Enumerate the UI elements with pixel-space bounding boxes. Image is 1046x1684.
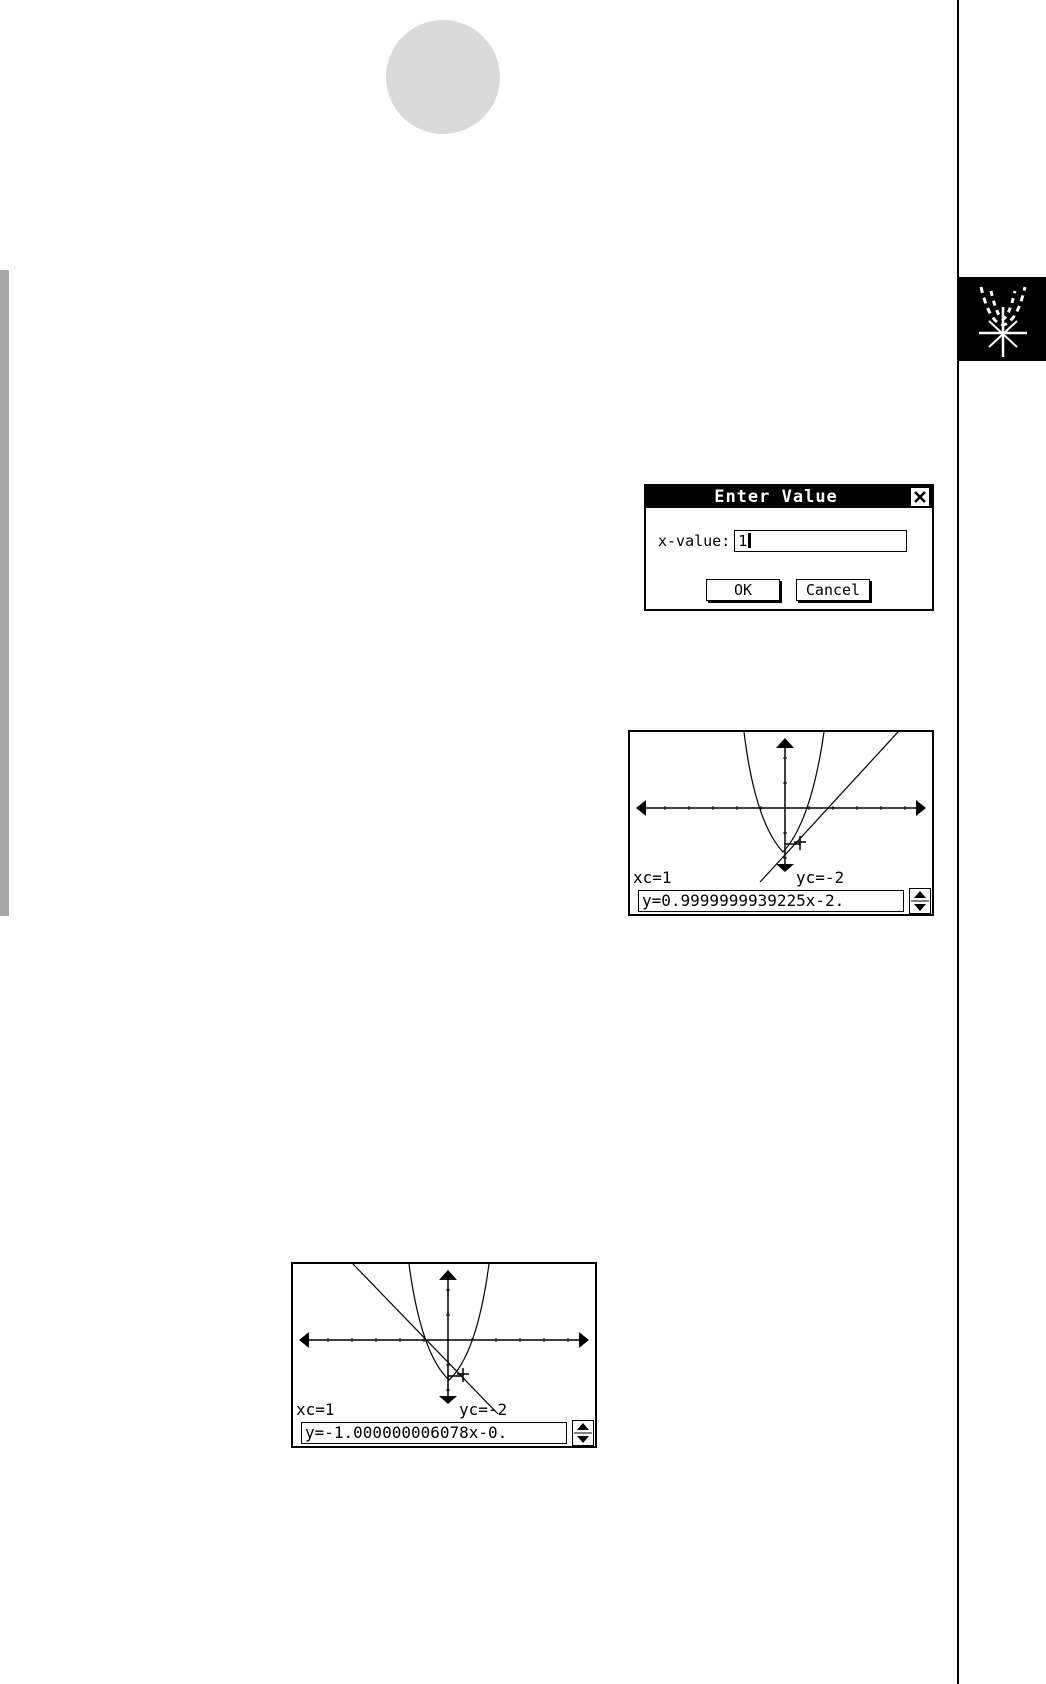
chapter-tab: [959, 277, 1046, 361]
close-button[interactable]: [911, 488, 929, 506]
cancel-button[interactable]: Cancel: [796, 579, 870, 601]
graph-mode-icon: [959, 277, 1046, 361]
ok-button[interactable]: OK: [706, 579, 780, 601]
yc-readout: yc=-2: [796, 868, 845, 887]
dialog-titlebar: [646, 486, 932, 508]
text-caret: [748, 533, 751, 548]
page-number-circle: [386, 20, 500, 134]
x-value-text: 1: [738, 532, 748, 550]
equation-field[interactable]: y=-1.000000006078x-0.: [301, 1422, 567, 1444]
yc-readout: yc=-2: [459, 1400, 508, 1419]
scroll-up-down-icon: [572, 1420, 594, 1446]
page-edge-rule: [957, 0, 959, 1684]
x-value-row: [658, 530, 907, 552]
x-value-label: x-value:: [658, 532, 731, 550]
close-icon: [912, 489, 928, 505]
scroll-up-down-icon: [909, 888, 931, 914]
x-value-input[interactable]: [734, 530, 907, 552]
graph-screen-1: [628, 730, 934, 916]
xc-readout: xc=1: [296, 1400, 335, 1419]
graph-screen-2: [291, 1262, 597, 1448]
xc-readout: xc=1: [633, 868, 672, 887]
equation-field[interactable]: y=0.9999999939225x-2.: [638, 890, 904, 912]
graph-2-plot: [293, 1264, 595, 1446]
scroll-button[interactable]: [572, 1420, 594, 1446]
enter-value-dialog: [644, 484, 934, 611]
dialog-title: Enter Value: [714, 487, 838, 507]
graph-1-plot: [630, 732, 932, 914]
scroll-button[interactable]: [909, 888, 931, 914]
section-margin-bar: [0, 270, 9, 916]
